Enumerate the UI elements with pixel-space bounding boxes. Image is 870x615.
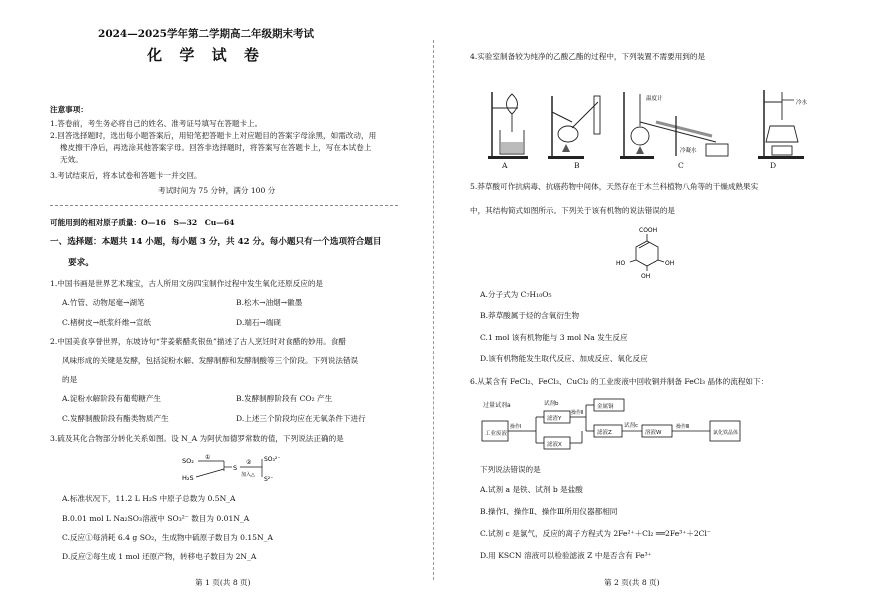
question-5-stem: 5.莽草酸可作抗病毒、抗癌药物中间体，天然存在于木兰科植物八角等的干燥成熟果实 xyxy=(470,182,759,191)
residue-y-box: 滤渣Y xyxy=(547,416,562,422)
apparatus-d-diagram xyxy=(748,86,820,160)
exam-subtitle: 化 学 试 卷 xyxy=(147,46,265,64)
question-2-stem: 2.中国美食享誉世界，东坡诗句“芽姜紫醋炙银鱼”描述了古人烹饪时对食醋的妙用。食醋 xyxy=(50,337,346,346)
filtrate-x-box: 滤液X xyxy=(547,442,562,448)
page-footer: 第 1 页(共 8 页) xyxy=(195,578,251,587)
question-2-stem: 的是 xyxy=(62,375,78,384)
page-divider xyxy=(433,40,434,580)
apparatus-c-label: C xyxy=(678,161,684,170)
reagent-c-label: 试剂c xyxy=(624,423,639,429)
question-6-option-b: B.操作Ⅰ、操作Ⅱ、操作Ⅲ所用仪器都相同 xyxy=(480,507,618,516)
operation-1-label: 操作Ⅰ xyxy=(510,424,522,430)
reagent-b-label: 试剂b xyxy=(544,401,559,407)
sulfite-label: SO₃²⁻ xyxy=(264,456,281,463)
metal-copper-box: 金属铜 xyxy=(597,404,614,410)
question-6-option-d: D.用 KSCN 溶液可以检验滤液 Z 中是否含有 Fe³⁺ xyxy=(480,551,652,560)
recovery-flow-diagram xyxy=(478,397,838,457)
filtrate-z-box: 滤液Z xyxy=(597,430,612,436)
sulfur-conversion-diagram xyxy=(180,451,290,487)
arrow-line xyxy=(196,469,224,477)
notice-line: 无效。 xyxy=(60,155,83,164)
apparatus-a-label: A xyxy=(502,161,508,170)
question-2-option-b: B.发酵制醇阶段有 CO₂ 产生 xyxy=(236,394,333,403)
cold-water-label: 冷水 xyxy=(796,100,808,106)
notice-line: 1.答卷前，考生务必将自己的姓名、准考证号填写在答题卡上。 xyxy=(50,119,263,128)
notice-heading: 注意事项： xyxy=(50,105,88,114)
exam-page-2 xyxy=(438,0,870,615)
notice-line: 2.回答选择题时，选出每小题答案后，用铅笔把答题卡上对应题目的答案字母涂黑，如需改动，用 xyxy=(50,131,377,140)
condition-label: 加入△ xyxy=(241,472,255,478)
apparatus-b-diagram xyxy=(542,88,608,160)
exam-page-1 xyxy=(0,0,432,615)
question-5-stem: 中，其结构简式如图所示。下列关于该有机物的说法错误的是 xyxy=(470,206,676,215)
question-2-option-d: D.上述三个阶段均应在无氧条件下进行 xyxy=(236,414,366,423)
question-3-option-c: C.反应①每消耗 6.4 g SO₂，生成物中硫原子数目为 0.15N_A xyxy=(62,533,273,542)
thermometer-label: 温度计 xyxy=(646,96,663,102)
question-1-option-d: D.端石→端砚 xyxy=(236,318,281,327)
question-1-option-b: B.松木→油烟→徽墨 xyxy=(236,298,303,307)
operation-3-label: 操作Ⅲ xyxy=(676,424,690,430)
ferric-chloride-crystal-box: 氯化铁晶体 xyxy=(713,430,739,436)
operation-2-label: 操作Ⅱ xyxy=(571,410,584,416)
exam-time: 考试时间为 75 分钟，满分 100 分 xyxy=(158,186,276,195)
question-5-option-b: B.莽草酸属于烃的含氧衍生物 xyxy=(480,311,580,320)
question-3-option-b: B.0.01 mol L Na₂SO₃溶液中 SO₃²⁻ 数目为 0.01N_A xyxy=(62,514,250,523)
apparatus-d-label: D xyxy=(770,161,777,170)
question-3-option-d: D.反应②每生成 1 mol 还原产物，转移电子数目为 2N_A xyxy=(62,552,257,561)
question-1-stem: 1.中国书画是世界艺术瑰宝，古人所用文房四宝制作过程中发生氧化还原反应的是 xyxy=(50,279,324,288)
cooling-water-label: 冷凝水 xyxy=(680,148,697,154)
notice-line: 3.考试结束后，将本试卷和答题卡一并交回。 xyxy=(50,171,202,180)
notice-line: 橡皮擦干净后，再选涂其他答案字母。回答非选择题时，将答案写在答题卡上，写在本试卷上 xyxy=(60,143,372,152)
question-6-option-c: C.试剂 c 是氯气，反应的离子方程式为 2Fe²⁺＋Cl₂ ══2Fe³⁺＋2Cl⁻ xyxy=(480,529,711,538)
question-2-option-a: A.淀粉水解阶段有葡萄糖产生 xyxy=(62,394,162,403)
question-2-option-c: C.发酵制酸阶段有酯类物质产生 xyxy=(62,414,169,423)
apparatus-a-diagram xyxy=(478,88,536,160)
question-2-stem: 风味形成的关键是发酵，包括淀粉水解、发酵制醇和发酵制酸等三个阶段。下列说法错误 xyxy=(62,356,359,365)
question-4-stem: 4.实验室制备较为纯净的乙酸乙酯的过程中，下列装置不需要用到的是 xyxy=(470,52,706,61)
divider-line xyxy=(50,205,398,206)
step-1-label: ① xyxy=(205,454,211,461)
question-1-option-a: A.竹管、动物尾毫→湖笔 xyxy=(62,298,145,307)
question-6-option-a: A.试剂 a 是铁、试剂 b 是盐酸 xyxy=(480,485,583,494)
sulfide-label: S²⁻ xyxy=(264,476,274,483)
oh-bottom-label: OH xyxy=(641,273,651,280)
ho-left-label: HO xyxy=(616,260,626,267)
question-5-option-d: D.该有机物能发生取代反应、加成反应、氧化反应 xyxy=(480,354,648,363)
h2s-label: H₂S xyxy=(182,474,194,482)
solution-w-box: 溶液W xyxy=(645,430,662,436)
cooh-label: COOH xyxy=(639,227,658,234)
page-footer: 第 2 页(共 8 页) xyxy=(604,578,660,587)
reagent-a-label: 过量试剂a xyxy=(483,402,511,409)
apparatus-c-diagram xyxy=(616,86,740,160)
so2-label: SO₂ xyxy=(182,457,194,465)
question-5-option-c: C.1 mol 该有机物能与 3 mol Na 发生反应 xyxy=(480,333,628,342)
exam-title: 2024—2025学年第二学期高二年级期末考试 xyxy=(98,28,314,40)
question-3-option-a: A.标准状况下，11.2 L H₂S 中原子总数为 0.5N_A xyxy=(62,494,236,503)
section-heading: 一、选择题：本题共 14 小题，每小题 3 分，共 42 分。每小题只有一个选项符合题目 xyxy=(50,237,382,247)
step-2-label: ② xyxy=(246,459,252,466)
question-5-option-a: A.分子式为 C₇H₁₀O₅ xyxy=(480,290,552,299)
atomic-masses: 可能用到的相对原子质量：O—16 S—32 Cu—64 xyxy=(50,218,235,227)
sulfur-label: S xyxy=(233,464,238,472)
shikimic-acid-structure xyxy=(612,224,682,280)
apparatus-b-label: B xyxy=(574,161,580,170)
question-1-option-c: C.楮树皮→纸浆纤维→宣纸 xyxy=(62,318,152,327)
section-heading: 要求。 xyxy=(68,258,94,268)
question-6-lead: 下列说法错误的是 xyxy=(480,465,541,474)
oh-right-label: OH xyxy=(665,260,675,267)
question-3-stem: 3.硫及其化合物部分转化关系如图。设 N_A 为阿伏加德罗常数的值，下列说法正确的是 xyxy=(50,434,344,443)
question-6-stem: 6.从某含有 FeCl₂、FeCl₃、CuCl₂ 的工业废液中回收铜并制备 FeCl₃ 晶体的流程如下： xyxy=(470,377,769,386)
waste-liquid-box: 工业废液 xyxy=(485,431,508,437)
